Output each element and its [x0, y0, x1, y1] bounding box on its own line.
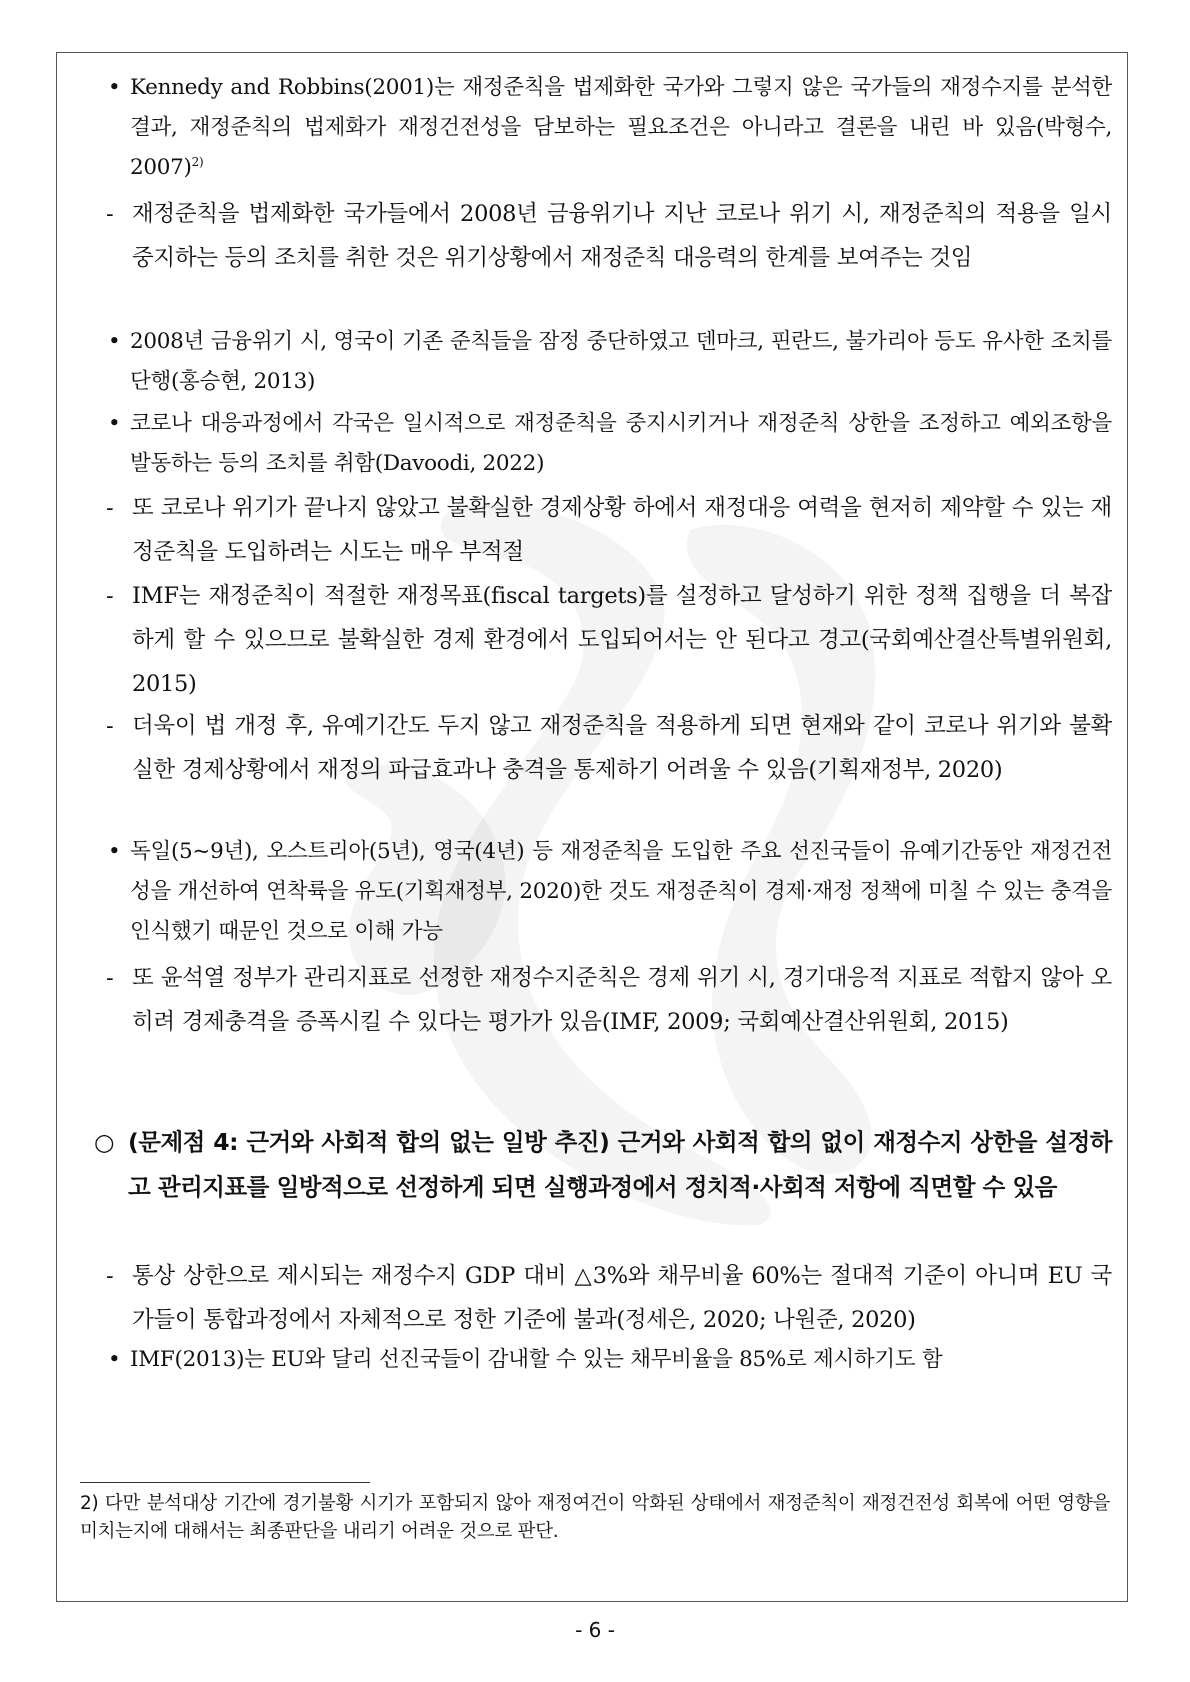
bullet-grace-examples	[108, 832, 1112, 952]
issue-heading-4	[94, 1120, 1112, 1210]
dash-item-crisis-response	[106, 192, 1112, 280]
footnote: 2) 다만 분석대상 기간에 경기불황 시기가 포함되지 않아 재정여건이 악화된 상태에서 재정준칙이 재정건전성 회복에 어떤 영향을 미치는지에 대해서는 최종판단을 내리기 어려운 것으로 판단.	[80, 1493, 1110, 1542]
footnote-reference: 2)	[191, 154, 204, 169]
bullet-marker: •	[108, 329, 121, 354]
page-number: - 6 -	[575, 1618, 615, 1642]
bullet-marker: •	[108, 1347, 121, 1372]
bullet-marker: •	[108, 839, 121, 864]
paragraph-text: (문제점 4: 근거와 사회적 합의 없는 일방 추진) 근거와 사회적 합의 없이 재정수지 상한을 설정하고 관리지표를 일방적으로 선정하게 되면 실행과정에서 정치적·사회적 저항에 직면할 수 있음	[128, 1128, 1112, 1201]
dash-marker: -	[106, 201, 114, 227]
dash-marker: -	[106, 1263, 114, 1289]
paragraph-text: 통상 상한으로 제시되는 재정수지 GDP 대비 △3%와 채무비율 60%는 절대적 기준이 아니며 EU 국가들이 통합과정에서 자체적으로 정한 기준에 불과(정세은, 2020; 나원준, 2020)	[132, 1263, 1112, 1333]
dash-item-eu-criteria	[106, 1254, 1112, 1342]
bullet-kennedy-robbins	[108, 68, 1112, 188]
dash-marker: -	[106, 965, 114, 991]
paragraph-text: Kennedy and Robbins(2001)는 재정준칙을 법제화한 국가와 그렇지 않은 국가들의 재정수지를 분석한 결과, 재정준칙의 법제화가 재정건전성을 담보하는 필요조건은 아니라고 결론을 내린 바 있음(박형수, 2007)	[130, 75, 1112, 180]
bullet-2008-crisis	[108, 322, 1112, 402]
paragraph-text: 더욱이 법 개정 후, 유예기간도 두지 않고 재정준칙을 적용하게 되면 현재와 같이 코로나 위기와 불확실한 경제상황에서 재정의 파급효과나 충격을 통제하기 어려울 수 있음(기획재정부, 2020)	[132, 713, 1112, 783]
dash-item-imf-warning	[106, 574, 1112, 706]
bullet-marker: •	[108, 411, 121, 436]
paragraph-text: IMF(2013)는 EU와 달리 선진국들이 감내할 수 있는 채무비율을 85%로 제시하기도 함	[130, 1347, 943, 1372]
paragraph-text: 또 윤석열 정부가 관리지표로 선정한 재정수지준칙은 경제 위기 시, 경기대응적 지표로 적합지 않아 오히려 경제충격을 증폭시킬 수 있다는 평가가 있음(IMF, 2009; 국회예산결산위원회, 2015)	[132, 965, 1112, 1035]
paragraph-text: 2008년 금융위기 시, 영국이 기존 준칙들을 잠정 중단하였고 덴마크, 핀란드, 불가리아 등도 유사한 조치를 단행(홍승현, 2013)	[130, 329, 1112, 394]
dash-item-inappropriate-attempt	[106, 486, 1112, 574]
paragraph-text: 독일(5~9년), 오스트리아(5년), 영국(4년) 등 재정준칙을 도입한 주요 선진국들이 유예기간동안 재정건전성을 개선하여 연착륙을 유도(기획재정부, 2020)한 것도 재정준칙이 경제·재정 정책에 미칠 수 있는 충격을 인식했기 때문인 것으로 이해 가능	[130, 839, 1112, 944]
dash-marker: -	[106, 495, 114, 521]
bullet-covid-response	[108, 404, 1112, 484]
circle-marker: ○	[94, 1128, 115, 1156]
paragraph-text: IMF는 재정준칙이 적절한 재정목표(fiscal targets)를 설정하고 달성하기 위한 정책 집행을 더 복잡하게 할 수 있으므로 불확실한 경제 환경에서 도입되어서는 안 된다고 경고(국회예산결산특별위원회, 2015)	[132, 583, 1112, 697]
dash-marker: -	[106, 713, 114, 739]
paragraph-text: 또 코로나 위기가 끝나지 않았고 불확실한 경제상황 하에서 재정대응 여력을 현저히 제약할 수 있는 재정준칙을 도입하려는 시도는 매우 부적절	[132, 495, 1112, 565]
dash-item-grace-period	[106, 704, 1112, 792]
bullet-marker: •	[108, 75, 121, 100]
paragraph-text: 재정준칙을 법제화한 국가들에서 2008년 금융위기나 지난 코로나 위기 시, 재정준칙의 적용을 일시 중지하는 등의 조치를 취한 것은 위기상황에서 재정준칙 대응력의 한계를 보여주는 것임	[132, 201, 1112, 271]
dash-item-fiscal-balance-rule	[106, 956, 1112, 1044]
paragraph-text: 코로나 대응과정에서 각국은 일시적으로 재정준칙을 중지시키거나 재정준칙 상한을 조정하고 예외조항을 발동하는 등의 조치를 취함(Davoodi, 2022)	[130, 411, 1112, 476]
dash-marker: -	[106, 583, 114, 609]
footnote-divider	[80, 1482, 370, 1483]
bullet-imf-2013	[108, 1340, 1112, 1380]
